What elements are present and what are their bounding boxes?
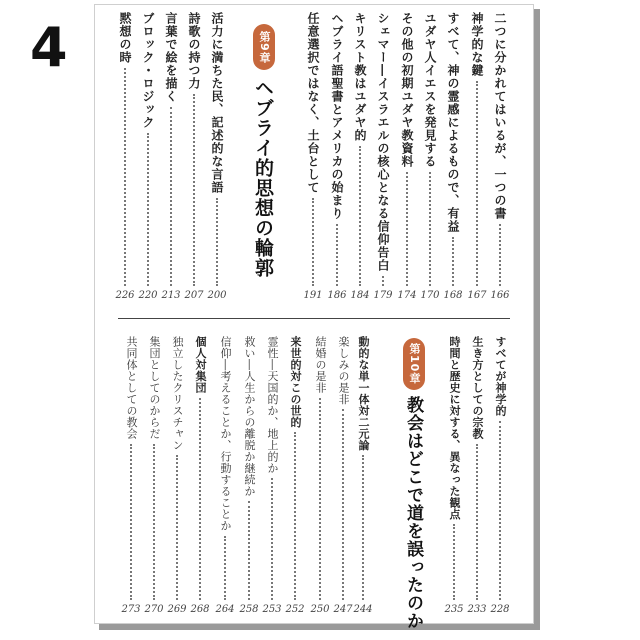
toc-entry-title: 楽しみの是非 — [337, 336, 350, 405]
page-number: 4 — [30, 16, 68, 79]
toc-entry — [114, 12, 136, 302]
leader-dots — [336, 224, 338, 286]
leader-dots — [452, 237, 454, 286]
toc-entry — [372, 12, 394, 302]
section-heading-title: 来世的対この世的 — [289, 336, 302, 428]
toc-entry-title: 霊性―天国的か、地上的か — [266, 336, 279, 474]
toc-entry — [206, 12, 228, 302]
toc-entry — [419, 12, 441, 302]
leader-dots — [224, 536, 226, 601]
toc-entry-title: 二つに分かれてはいるが、一つの書 — [493, 12, 507, 220]
toc-entry-title: 任意選択ではなく、土台として — [306, 12, 320, 194]
toc-entry — [160, 12, 182, 302]
toc-entry-page: 191 — [303, 290, 323, 301]
toc-entry-page: 235 — [444, 604, 464, 615]
toc-entry-page: 184 — [350, 290, 370, 301]
toc-entry-title: 救い―人生からの離脱か継続か — [243, 336, 256, 497]
section-heading-page: 244 — [353, 604, 373, 615]
toc-entry-title: シェマー―イスラエルの核心となる信仰告白 — [376, 12, 390, 272]
toc-entry-page: 250 — [310, 604, 330, 615]
toc-entry-title: 詩歌の持つ力 — [187, 12, 201, 90]
toc-entry-page: 228 — [490, 604, 510, 615]
toc-entry-page: 270 — [144, 604, 164, 615]
toc-entry — [443, 336, 465, 616]
leader-dots — [294, 432, 296, 600]
leader-dots — [499, 224, 501, 286]
toc-entry-title: すべてが神学的 — [494, 336, 507, 417]
toc-entry — [183, 12, 205, 302]
toc-entry — [326, 12, 348, 302]
section-heading-title: 個人対集団 — [194, 336, 207, 394]
toc-entry-title: その他の初期ユダヤ教資料 — [400, 12, 414, 168]
toc-entry-title: 生き方としての宗教 — [471, 336, 484, 440]
toc-entry-title: ユダヤ人イエスを発見する — [423, 12, 437, 168]
leader-dots — [130, 444, 132, 601]
leader-dots — [193, 94, 195, 286]
toc-entry — [466, 336, 488, 616]
toc-entry-page: 247 — [333, 604, 353, 615]
section-heading — [189, 336, 211, 616]
toc-entry-title: 独立したクリスチャン — [171, 336, 184, 451]
leader-dots — [312, 198, 314, 286]
toc-entry-page: 179 — [373, 290, 393, 301]
section-heading — [284, 336, 306, 616]
leader-dots — [453, 524, 455, 600]
chapter-badge: 第9章 — [253, 24, 275, 70]
toc-entry — [261, 336, 283, 616]
toc-entry-title: 結婚の是非 — [314, 336, 327, 394]
toc-entry-title: 集団としてのからだ — [148, 336, 161, 440]
toc-entry — [332, 336, 354, 616]
toc-entry — [349, 12, 371, 302]
toc-entry — [309, 336, 331, 616]
leader-dots — [271, 478, 273, 600]
leader-dots — [216, 198, 218, 286]
leader-dots — [176, 455, 178, 600]
toc-entry — [396, 12, 418, 302]
toc-entry-title: ヘブライ語聖書とアメリカの始まり — [330, 12, 344, 220]
toc-entry-page: 258 — [239, 604, 259, 615]
section-heading-page: 268 — [190, 604, 210, 615]
chapter-badge: 第10章 — [403, 338, 425, 390]
toc-entry — [143, 336, 165, 616]
leader-dots — [319, 398, 321, 601]
toc-entry-title: 共同体としての教会 — [125, 336, 138, 440]
leader-dots — [124, 68, 126, 286]
toc-entry — [442, 12, 464, 302]
toc-entry-title: 言葉で絵を描く — [164, 12, 178, 103]
toc-entry — [302, 12, 324, 302]
toc-entry-page: 233 — [467, 604, 487, 615]
toc-entry-title: キリスト教はユダヤ的 — [353, 12, 367, 142]
leader-dots — [429, 172, 431, 286]
section-divider — [118, 318, 510, 319]
toc-entry — [120, 336, 142, 616]
toc-entry — [238, 336, 260, 616]
leader-dots — [476, 81, 478, 286]
toc-entry-page: 166 — [490, 290, 510, 301]
toc-entry-page: 174 — [397, 290, 417, 301]
toc-entry-page: 213 — [161, 290, 181, 301]
toc-entry — [166, 336, 188, 616]
toc-entry-page: 186 — [327, 290, 347, 301]
section-heading-page: 252 — [285, 604, 305, 615]
leader-dots — [499, 421, 501, 601]
toc-entry-page: 253 — [262, 604, 282, 615]
toc-entry-page: 273 — [121, 604, 141, 615]
leader-dots — [476, 444, 478, 601]
toc-entry-page: 264 — [215, 604, 235, 615]
toc-entry-title: 神学的な鍵 — [470, 12, 484, 77]
leader-dots — [382, 276, 384, 286]
toc-entry — [137, 12, 159, 302]
leader-dots — [147, 133, 149, 286]
toc-entry-title: 信仰―考えることか、行動することか — [219, 336, 232, 532]
toc-entry-page: 170 — [420, 290, 440, 301]
section-heading-title: 動的な単一体対二元論 — [357, 336, 370, 451]
toc-entry-page: 220 — [138, 290, 158, 301]
leader-dots — [359, 146, 361, 286]
toc-entry-title: 黙想の時 — [118, 12, 132, 64]
toc-entry-page: 168 — [443, 290, 463, 301]
toc-entry — [466, 12, 488, 302]
leader-dots — [170, 107, 172, 286]
chapter-title: 教会はどこで道を誤ったのか — [403, 396, 423, 630]
toc-entry — [214, 336, 236, 616]
toc-entry-title: 活力に満ちた民、記述的な言語 — [210, 12, 224, 194]
toc-entry-title: 時間と歴史に対する、異なった観点 — [448, 336, 461, 520]
section-heading — [352, 336, 374, 616]
chapter-title: ヘブライ的思想の輪郭 — [252, 78, 274, 278]
leader-dots — [248, 501, 250, 600]
leader-dots — [153, 444, 155, 601]
leader-dots — [199, 398, 201, 601]
toc-entry-title: ブロック・ロジック — [141, 12, 155, 129]
toc-entry — [489, 336, 511, 616]
toc-entry-page: 167 — [467, 290, 487, 301]
leader-dots — [362, 455, 364, 600]
toc-entry-page: 207 — [184, 290, 204, 301]
leader-dots — [406, 172, 408, 286]
toc-entry-page: 200 — [207, 290, 227, 301]
toc-entry-title: すべて、神の霊感によるもので、有益 — [446, 12, 460, 233]
toc-entry-page: 226 — [115, 290, 135, 301]
toc-entry-page: 269 — [167, 604, 187, 615]
leader-dots — [342, 409, 344, 600]
toc-entry — [489, 12, 511, 302]
